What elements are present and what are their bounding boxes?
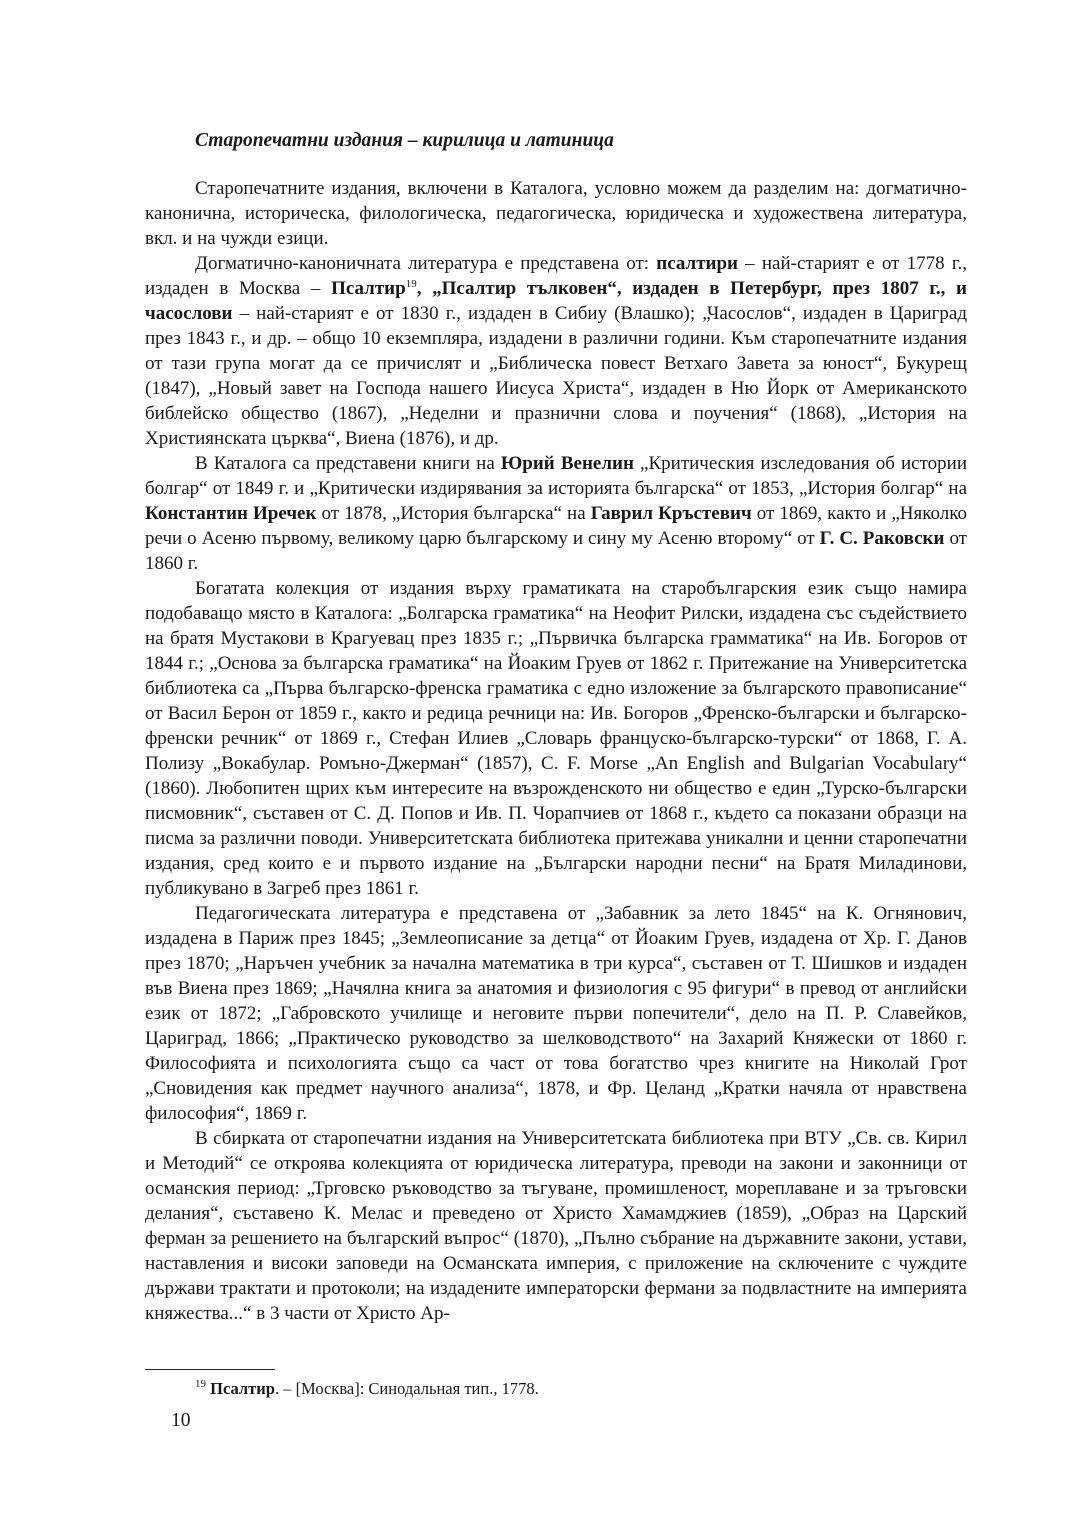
paragraph-5: Педагогическата литература е представена от „Забавник за лето 1845“ на К. Огнянович, издадена в Париж през 1845; „Землеописание за детца“ от Йоаким Груев, издадена от Хр. Г. Данов през 1870; „Наръчен учебник за начална математика в три курса“, съставен от Т. Шишков и издаден във Виена през 1869; „Начялна книга за анатомия и физиология с 95 фигури“ в превод от английски език от 1872; „Габровското училище и неговите първи попечители“, дело на П. Р. Славейков, Цариград, 1866; „Практическо руководство за шелководството“ на Захарий Княжески от 1860 г. Философията и психологията също са част от това богатство чрез книгите на Николай Грот „Сновидения как предмет научного анализа“, 1878, и Фр. Целанд „Кратки начяла от нравствена философия“, 1869 г. xyxy=(145,903,967,1124)
section-title: Старопечатни издания – кирилица и латиница xyxy=(195,130,614,151)
paragraph-3: В Каталога са представени книги на Юрий Венелин „Критическия изследования об истории болгар“ от 1849 г. и „Критически издирявания за историята българска“ от 1853, „История болгар“ на Константин Иречек от 1878, „История българска“ на Гаврил Кръстевич от 1869, както и „Няколко речи о Асеню първому, великому царю българскому и сину му Асеню второму“ от Г. С. Раковски от 1860 г. xyxy=(145,453,968,574)
bold-author-venelin: Юрий Венелин xyxy=(500,453,634,474)
bold-term-psaltiri: псалтири xyxy=(656,253,738,274)
footnote xyxy=(195,1378,965,1400)
footnote-text: . – [Москва]: Синодальная тип., 1778. xyxy=(274,1379,539,1398)
paragraph-2: Догматично-каноничната литература е представена от: псалтири – най-старият е от 1778 г., издаден в Москва – Псалтир$^{19}$, „Псалтир тълковен“, издаден в Петербург, през 1807 г., и часослови – най-старият е от 1830 г., издаден в Сибиу (Влашко); „Часослов“, издаден в Цариград през 1843 г., и др. – общо 10 екземпляра, издадени в различни години. Към старопечатните издания от тази група могат да се причислят и „Библическа повест Ветхаго Завета за юност“, Букурещ (1847), „Новый завет на Господа нашего Иисуса Христа“, издаден в Ню Йорк от Американското библейско общество (1867), „Неделни и празнични слова и поучения“ (1868), „История на Християнската църква“, Виена (1876), и др. xyxy=(145,253,968,449)
bold-author-krastevich: Гаврил Кръстевич xyxy=(590,503,752,524)
bold-author-rakovski: Г. С. Раковски xyxy=(819,528,945,549)
paragraph-1: Старопечатните издания, включени в Каталога, условно можем да разделим на: догматично-канонична, историческа, филологическа, педагогическа, юридическа и художествена литература, вкл. и на чужди езици. xyxy=(145,178,967,249)
page-number: 10 xyxy=(171,1410,191,1431)
bold-term-psaltir: Псалтир xyxy=(331,278,406,299)
paragraph-4: Богатата колекция от издания върху граматиката на старобългарския език също намира подобаващо място в Каталога: „Болгарска граматика“ на Неофит Рилски, издадена със съдействието на братя Мустакови в Крагуевац през 1835 г.; „Първичка българска грамматика“ на Ив. Богоров от 1844 г.; „Основа за българска граматика“ на Йоаким Груев от 1862 г. Притежание на Университетска библиотека са „Първа българско-френска граматика с едно изложение за българското правописание“ от Васил Берон от 1859 г., както и редица речници на: Ив. Богоров „Френско-български и българско-френски речник“ от 1869 г., Стефан Илиев „Словарь француско-българско-турски“ от 1868, Г. А. Полизу „Вокабулар. Ромъно-Джерман“ (1857), C. F. Morse „An English and Bulgarian Vocabulary“ (1860). Любопитен щрих към интересите на възрожденското ни общество е един „Турско-български писмовник“, съставен от С. Д. Попов и Ив. П. Чорапчиев от 1868 г., където са показани образци на писма за различни поводи. Университетската библиотека притежава уникални и ценни старопечатни издания, сред които е и първото издание на „Български народни песни“ на Братя Миладинови, публикувано в Загреб през 1861 г. xyxy=(145,578,967,899)
footnote-reference[interactable]: 19 xyxy=(405,278,417,290)
footnote-number: 19 xyxy=(195,1378,206,1390)
footnote-divider xyxy=(145,1369,275,1370)
paragraph-6: В сбирката от старопечатни издания на Университетската библиотека при ВТУ „Св. св. Кирил и Методий“ се откроява колекцията от юридическа литература, преводи на закони и законници от османския период: „Трговско ръководство за тъгуване, промишленост, мореплаване и за тръговски делания“, съставено К. Мелас и преведено от Христо Хамамджиев (1859), „Образ на Царский ферман за решението на българский въпрос“ (1870), „Пълно събрание на държавните закони, устави, наставления и високи заповеди на Османската империя, с приложение на сключените с чуждите държави трактати и протоколи; на издадените императорски фермани за подвластните на империята княжества...“ в 3 части от Христо Ар- xyxy=(145,1128,967,1324)
main-text xyxy=(145,128,967,1326)
bold-term-psaltir-tulkoven: , „Псалтир тълковен“, издаден в Петербург, през 1807 г., и часослови xyxy=(145,278,967,324)
footnote-title: Псалтир xyxy=(210,1379,275,1398)
bold-author-irechek: Константин Иречек xyxy=(145,503,317,524)
